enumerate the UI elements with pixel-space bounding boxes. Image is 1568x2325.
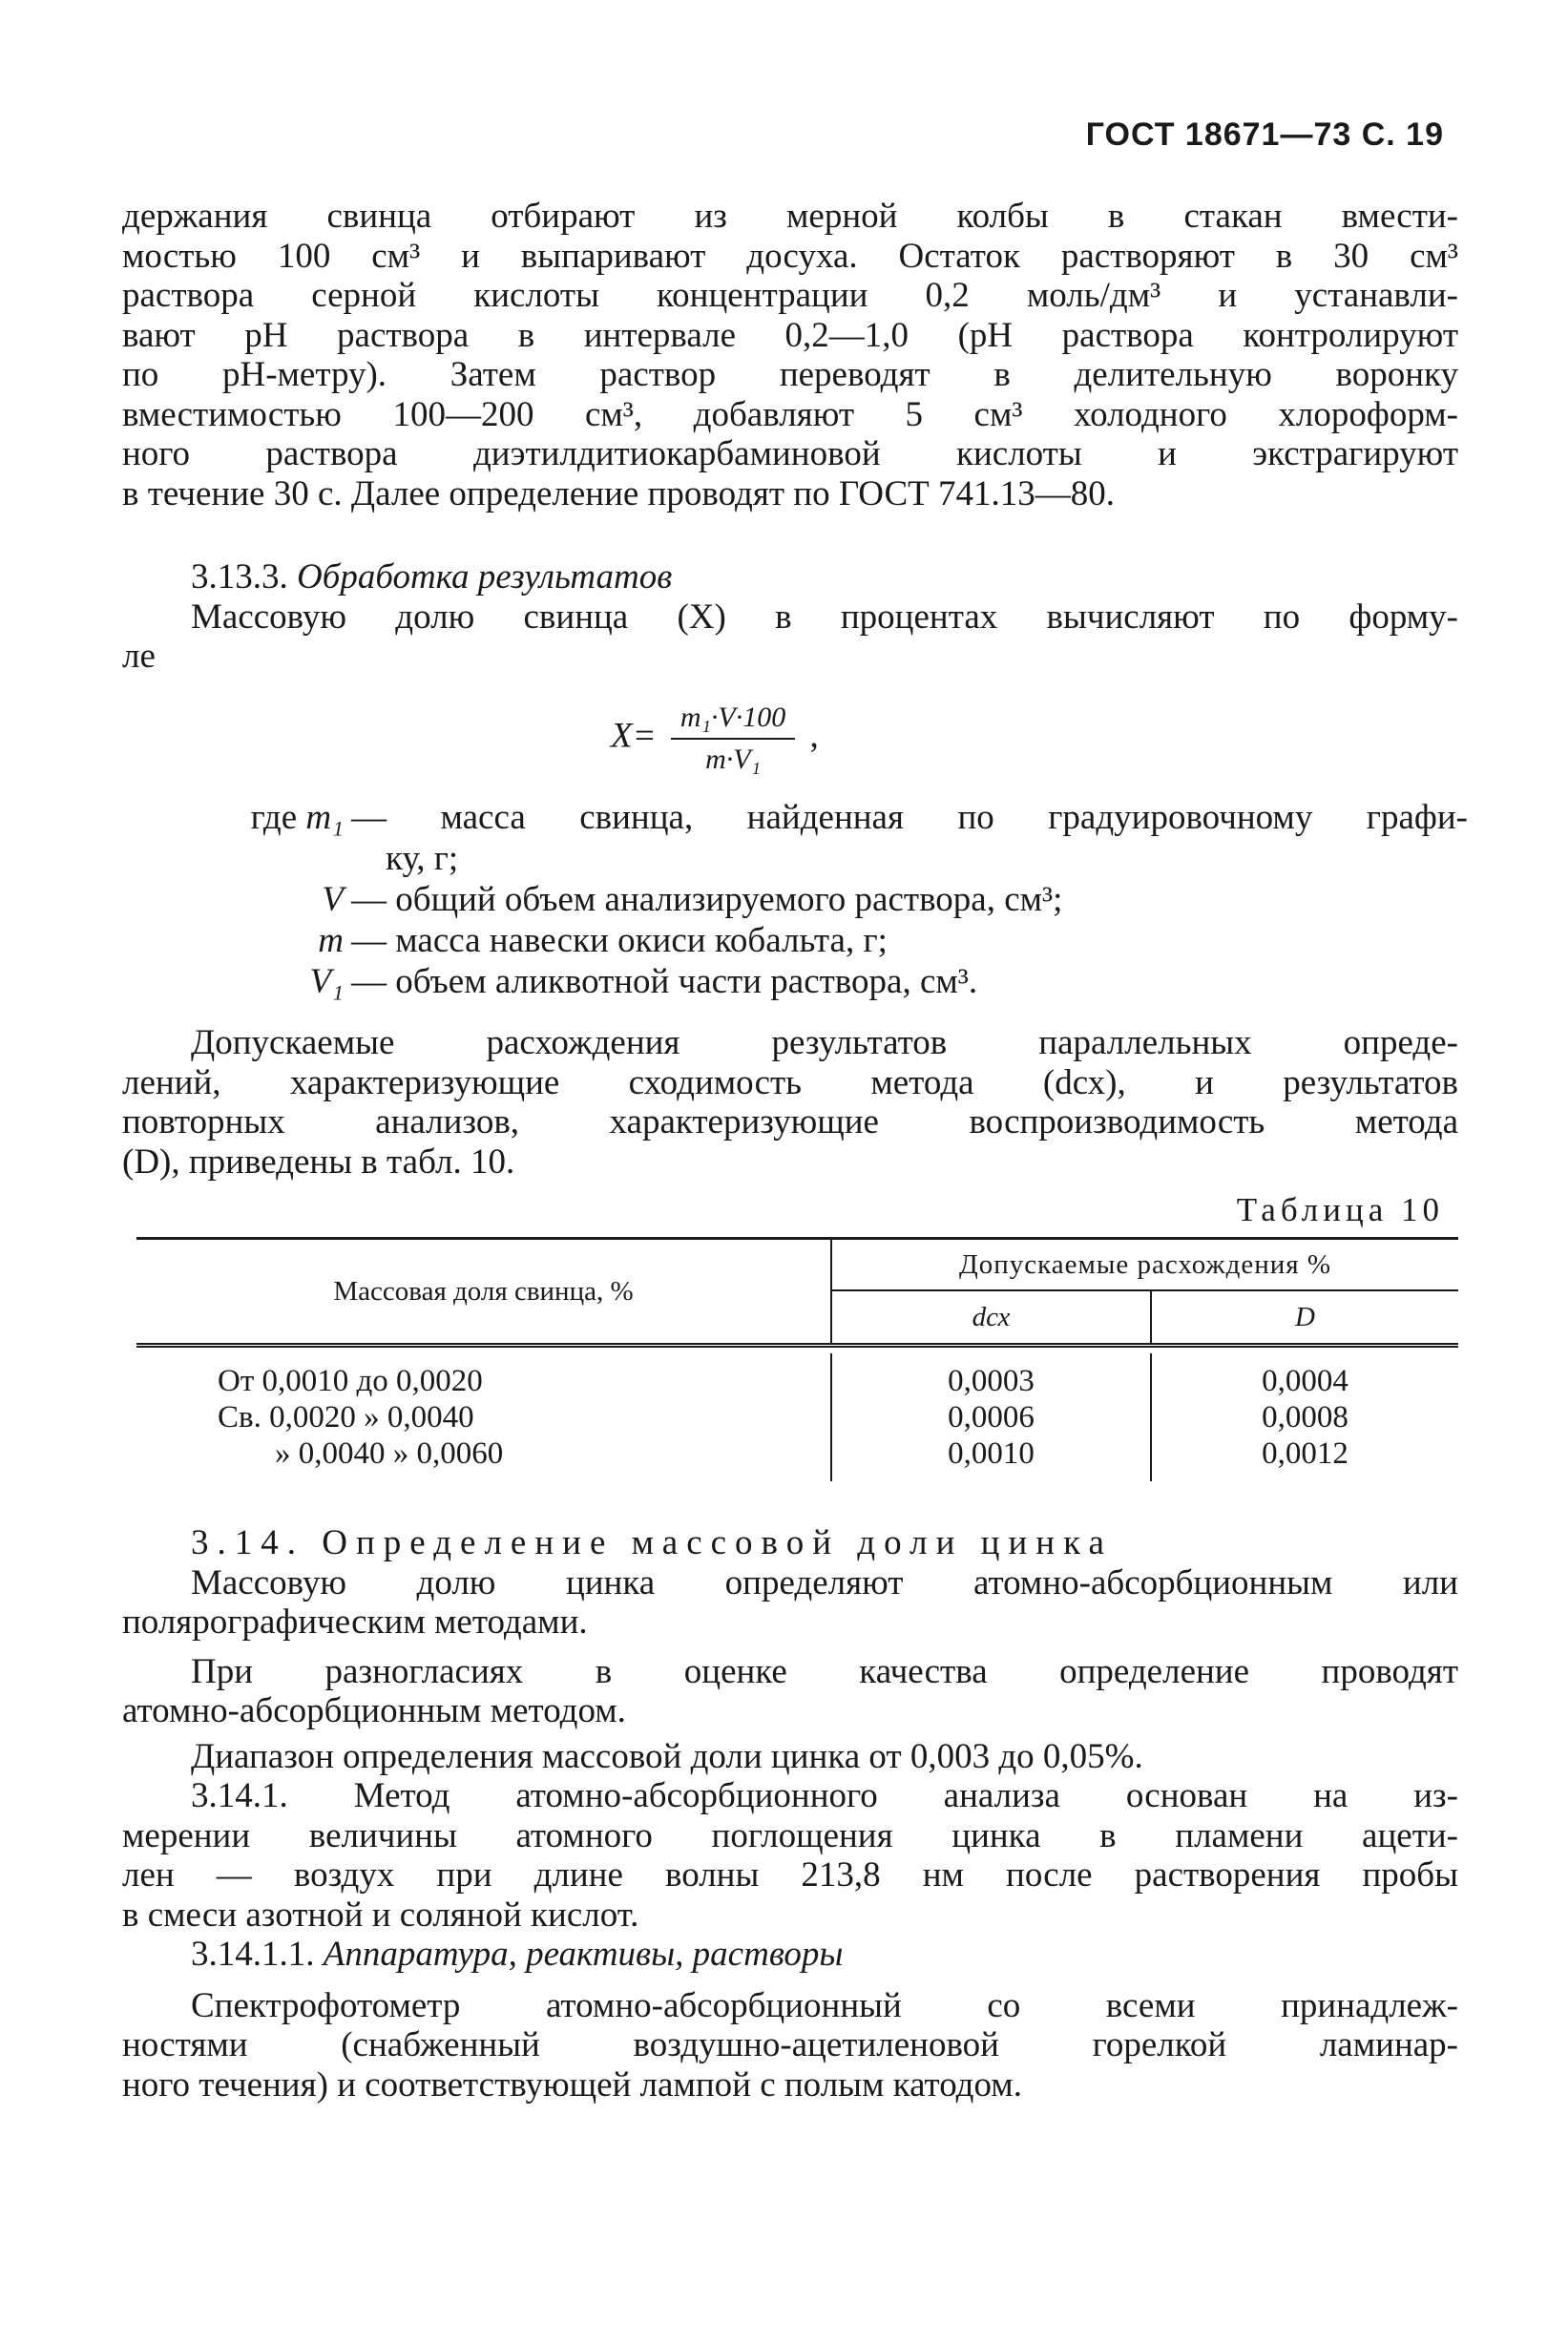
header-text: dсх bbox=[972, 1301, 1011, 1332]
variable-description: — масса навески окиси кобальта, г; bbox=[351, 921, 888, 960]
header-text: Допускаемые расхождения % bbox=[958, 1248, 1331, 1280]
formula-numerator: m₁·V·100 bbox=[671, 702, 795, 740]
text-line: по рН-метру). Затем раствор переводят в делительную воронку bbox=[122, 355, 1458, 394]
text-line: Спектрофотометр атомно-абсорбционный со всеми принадлеж- bbox=[191, 1985, 1458, 2025]
double-rule bbox=[136, 1346, 1458, 1354]
column-header-D bbox=[1151, 1290, 1458, 1346]
text-line: раствора серной кислоты концентрации 0,2 моль/дм³ и устанавли- bbox=[122, 276, 1458, 315]
where-lead bbox=[122, 797, 351, 838]
section-title: Аппаратура, реактивы, растворы bbox=[323, 1935, 844, 1974]
table-rule bbox=[136, 1346, 1458, 1354]
text-line: вместимостью 100—200 см³, добавляют 5 см³ холодного хлороформ- bbox=[122, 394, 1458, 434]
text-line: вают рН раствора в интервале 0,2—1,0 (рН раствора контролируют bbox=[122, 315, 1458, 355]
dcx-value: 0,0006 bbox=[948, 1400, 1035, 1435]
variable-description: — общий объем анализируемого раствора, см³; bbox=[351, 880, 1063, 919]
variable-description: — объем аликвотной части раствора, см³. bbox=[351, 962, 978, 1001]
table-10 bbox=[136, 1237, 1458, 1481]
variable-symbol: m bbox=[318, 921, 344, 960]
text-line: лен — воздух при длине волны 213,8 нм после растворения пробы bbox=[122, 1855, 1458, 1895]
text-line: повторных анализов, характеризующие воспроизводимость метода bbox=[122, 1102, 1458, 1142]
variable-symbol bbox=[122, 838, 351, 879]
header-text: D bbox=[1295, 1301, 1315, 1332]
text-line: ностями (снабженный воздушно-ацетиленовой горелкой ламинар- bbox=[122, 2025, 1458, 2064]
definition-row bbox=[122, 961, 1468, 1002]
D-value: 0,0012 bbox=[1262, 1436, 1348, 1471]
definition-row bbox=[122, 838, 1468, 879]
text-line: ле bbox=[122, 637, 156, 676]
text-line: атомно-абсорбционным методом. bbox=[122, 1691, 626, 1730]
text-line: Диапазон определения массовой доли цинка от 0,003 до 0,05%. bbox=[191, 1736, 1143, 1776]
column-group-header bbox=[831, 1239, 1458, 1291]
text-line: мерении величины атомного поглощения цинка в пламени ацети- bbox=[122, 1815, 1458, 1855]
section-number: 3.13.3. bbox=[191, 557, 288, 597]
definition-row bbox=[122, 920, 1468, 961]
D-value: 0,0008 bbox=[1262, 1400, 1348, 1435]
text-line: Допускаемые расхождения результатов параллельных опреде- bbox=[191, 1023, 1458, 1062]
text-line: лений, характеризующие сходимость метода (dсх), и результатов bbox=[122, 1062, 1458, 1102]
variable-symbol: V₁ bbox=[309, 962, 344, 1001]
definition-row bbox=[122, 797, 1468, 838]
D-cell bbox=[1151, 1353, 1458, 1481]
section-title: Обработка результатов bbox=[297, 557, 673, 597]
section-number: 3.14.1.1. bbox=[191, 1935, 315, 1974]
dcx-cell bbox=[831, 1353, 1151, 1481]
section-heading: 3.14. Определение массовой доли цинка bbox=[191, 1523, 1113, 1562]
range-value: » 0,0040 » 0,0060 bbox=[275, 1436, 504, 1471]
formula-trail: , bbox=[809, 716, 819, 756]
formula-fraction bbox=[671, 702, 795, 776]
section-3-14 bbox=[122, 1523, 1458, 2105]
table-header-row bbox=[136, 1239, 1458, 1291]
D-value: 0,0004 bbox=[1262, 1364, 1348, 1398]
text-line: полярографическим методами. bbox=[122, 1602, 588, 1642]
header-text: Массовая доля свинца, % bbox=[333, 1275, 634, 1307]
variable-symbol: m₁ bbox=[305, 798, 344, 837]
text-line: в течение 30 с. Далее определение проводят по ГОСТ 741.13—80. bbox=[122, 473, 1115, 513]
table-caption: Таблица 10 bbox=[1236, 1191, 1444, 1228]
text-line: мостью 100 см³ и выпаривают досуха. Остаток растворяют в 30 см³ bbox=[122, 236, 1458, 276]
where-word: где bbox=[250, 798, 298, 837]
table-body bbox=[136, 1353, 1458, 1481]
section-heading bbox=[122, 1935, 1458, 1975]
text-line: При разногласиях в оценке качества определение проводят bbox=[191, 1651, 1458, 1691]
formula bbox=[611, 702, 819, 776]
paragraph-tolerances bbox=[122, 1023, 1458, 1182]
text-line: Массовую долю свинца (X) в процентах вычисляют по форму- bbox=[191, 597, 1458, 637]
variable-definitions bbox=[122, 797, 1468, 1002]
text-line: (D), приведены в табл. 10. bbox=[122, 1142, 515, 1182]
text-line: Массовую долю цинка определяют атомно-абсорбционным или bbox=[191, 1562, 1458, 1602]
section-heading bbox=[122, 557, 1458, 597]
text-line: 3.14.1. Метод атомно-абсорбционного анализа основан на из- bbox=[191, 1776, 1458, 1815]
paragraph-continuation bbox=[122, 197, 1458, 513]
formula-denominator: m·V₁ bbox=[705, 744, 761, 775]
column-header-lead-fraction bbox=[136, 1239, 831, 1346]
text-line: в смеси азотной и соляной кислот. bbox=[122, 1895, 639, 1935]
dcx-value: 0,0003 bbox=[948, 1364, 1035, 1398]
page-header: ГОСТ 18671—73 С. 19 bbox=[1085, 116, 1444, 153]
range-value: От 0,0010 до 0,0020 bbox=[218, 1364, 483, 1398]
section-3-13-3 bbox=[122, 557, 1458, 677]
variable-description: ку, г; bbox=[386, 839, 459, 878]
variable-symbol: V bbox=[322, 880, 344, 919]
text-line: держания свинца отбирают из мерной колбы в стакан вмести- bbox=[122, 197, 1458, 236]
text-line: ного течения) и соответствующей лампой с полым катодом. bbox=[122, 2064, 1022, 2105]
definition-row bbox=[122, 879, 1468, 920]
column-header-dcx bbox=[831, 1290, 1151, 1346]
text-line: ного раствора диэтилдитиокарбаминовой кислоты и экстрагируют bbox=[122, 434, 1458, 473]
variable-description: — масса свинца, найденная по градуировочному графи- bbox=[351, 798, 1468, 837]
dcx-value: 0,0010 bbox=[948, 1436, 1035, 1471]
range-cell bbox=[136, 1353, 831, 1481]
range-value: Св. 0,0020 » 0,0040 bbox=[218, 1400, 474, 1435]
formula-lhs: X= bbox=[611, 716, 657, 756]
